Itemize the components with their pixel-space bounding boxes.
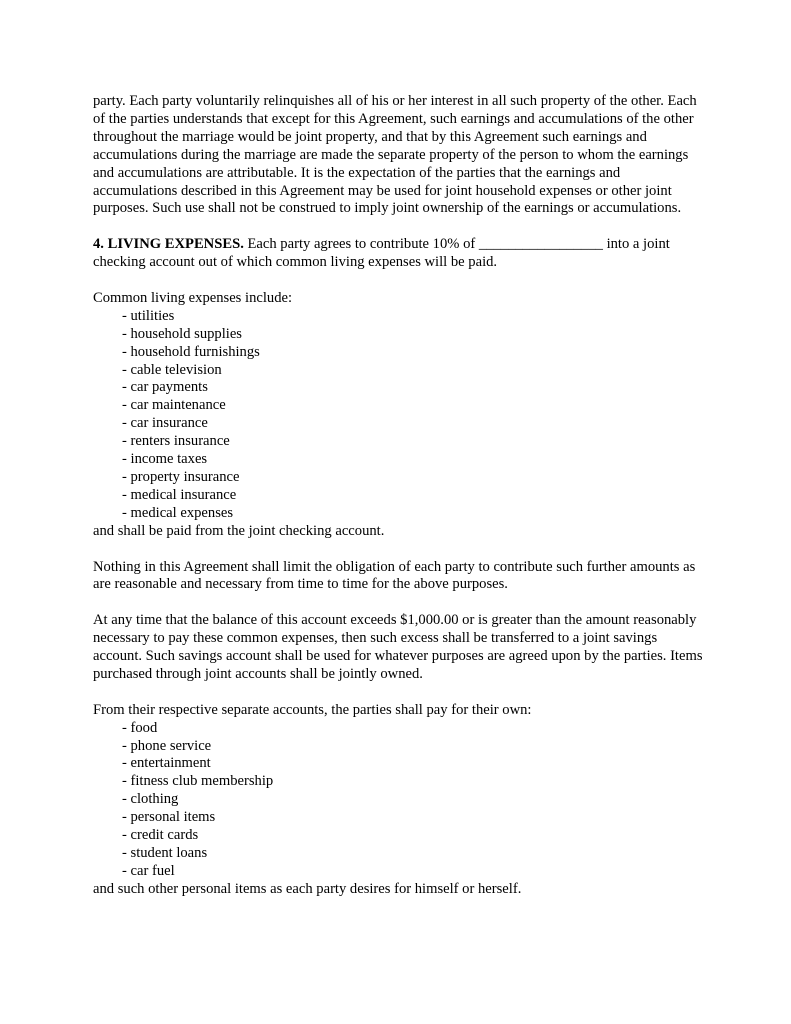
list-item: - household supplies [122,325,242,342]
list-item: - medical expenses [122,504,234,521]
list-item: - car maintenance [122,397,226,414]
list-item: - household furnishings [122,343,260,360]
list-item: - personal items [122,809,216,826]
list-item: - phone service [122,737,212,754]
paragraph-excess-balance: At any time that the balance of this account exceeds $1,000.00 or is greater than the amount reasonably necessary to pay these common expenses, then such excess shall be transferred to a joint savings account. Such savings account shall be used for whatever purposes are agreed upon by the parties. Items purchased through joint accounts shall be jointly owned. [93,612,703,682]
list-item: - utilities [122,307,175,324]
separate-expenses-list [93,720,703,881]
paragraph-spacer [93,594,703,612]
list-item: - medical insurance [122,486,237,503]
paragraph-spacer [93,541,703,559]
common-expenses-list [93,308,703,523]
section-heading: 4. LIVING EXPENSES. [93,236,244,253]
common-expenses-intro: Common living expenses include: [93,289,293,306]
section-text: Each party agrees to contribute 10% of _________________ into a joint checking account out of which common living expenses will be paid. [93,236,670,271]
paragraph-spacer [93,218,703,236]
separate-expenses-intro: From their respective separate accounts, the parties shall pay for their own: [93,701,532,718]
document-body [93,93,703,899]
list-item: - entertainment [122,755,211,772]
list-item: - renters insurance [122,433,230,450]
paragraph-property-relinquishment: party. Each party voluntarily relinquishes all of his or her interest in all such property of the other. Each of the parties understands that except for this Agreement, such earnings and accumulations of the other throughout the marriage would be joint property, and that by this Agreement such earnings and accumulations during the marriage are made the separate property of the person to whom the earnings and accumulations are attributable. It is the expectation of the parties that the earnings and accumulations described in this Agreement may be used for joint household expenses or other joint purposes. Such use shall not be construed to imply joint ownership of the earnings or accumulations. [93,93,697,217]
list-item: - car payments [122,379,208,396]
list-item: - car fuel [122,862,175,879]
list-item: - student loans [122,844,208,861]
list-item: - credit cards [122,827,199,844]
paragraph-spacer [93,684,703,702]
list-item: - property insurance [122,469,240,485]
paragraph-contribution-limit: Nothing in this Agreement shall limit the obligation of each party to contribute such further amounts as are reasonable and necessary from time to time for the above purposes. [93,558,696,593]
paragraph-spacer [93,272,703,290]
list-item: - fitness club membership [122,773,274,790]
list-item: - food [122,719,158,736]
list-item: - income taxes [122,451,208,468]
common-expenses-outro: and shall be paid from the joint checking account. [93,522,385,539]
list-item: - car insurance [122,415,208,432]
separate-expenses-outro: and such other personal items as each party desires for himself or herself. [93,880,522,897]
list-item: - clothing [122,791,179,808]
section-living-expenses [93,236,703,272]
list-item: - cable television [122,361,222,378]
